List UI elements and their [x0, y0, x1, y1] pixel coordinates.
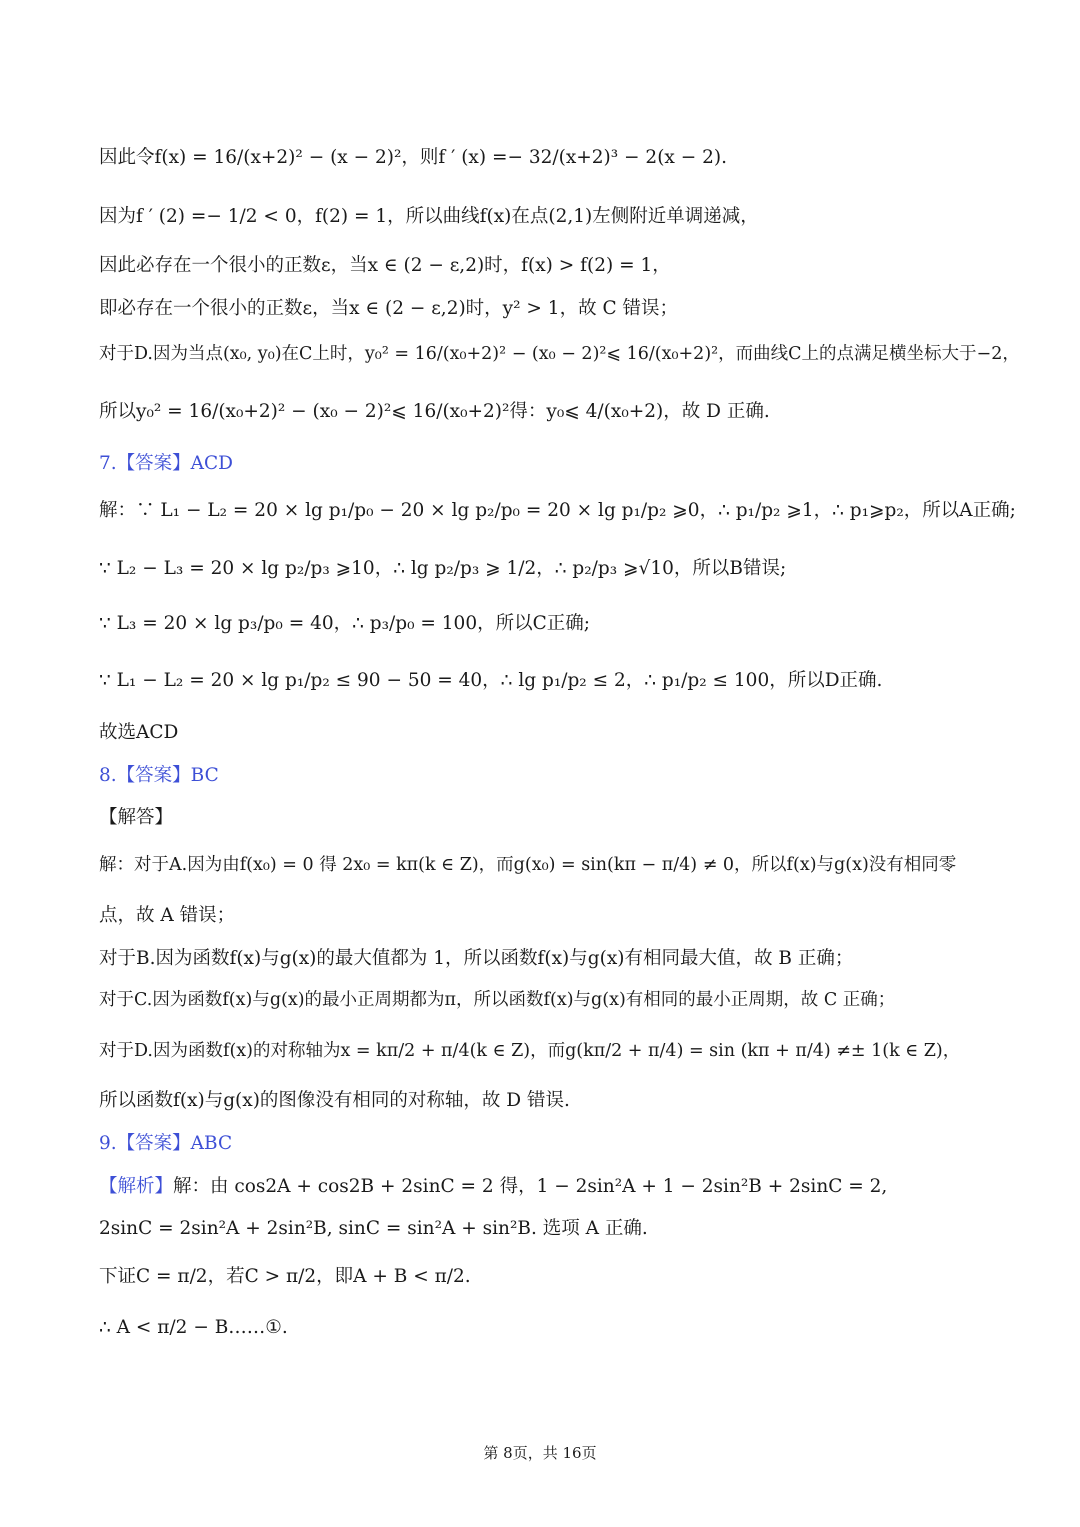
text-line: 因此令f(x) = 16/(x+2)² − (x − 2)²，则f ′ (x) =− 32/(x+2)³ − 2(x − 2).: [99, 147, 727, 168]
text-line: 所以函数f(x)与g(x)的图像没有相同的对称轴，故 D 错误.: [99, 1090, 570, 1111]
analysis-label: 【解析】: [99, 1176, 174, 1197]
text-line: 对于C.因为函数f(x)与g(x)的最小正周期都为π，所以函数f(x)与g(x)有相同的最小正周期，故 C 正确；: [99, 990, 896, 1010]
text-line: 故选ACD: [99, 722, 179, 743]
text-line: ∵ L₃ = 20 × lg p₃/p₀ = 40，∴ p₃/p₀ = 100，所以C正确;: [99, 613, 590, 634]
text-line: 2sinC = 2sin²A + 2sin²B, sinC = sin²A + sin²B. 选项 A 正确.: [99, 1218, 648, 1239]
text-line: 解：∵ L₁ − L₂ = 20 × lg p₁/p₀ − 20 × lg p₂/p₀ = 20 × lg p₁/p₂ ⩾0，∴ p₁/p₂ ⩾1，∴ p₁⩾p₂，所以A正确;: [99, 500, 1016, 521]
page-footer: 第 8页，共 16页: [483, 1444, 597, 1462]
answer-heading: 8.【答案】BC: [99, 765, 219, 786]
text-line: 因此必存在一个很小的正数ε，当x ∈ (2 − ε,2)时，f(x) > f(2) = 1，: [99, 255, 671, 276]
text-line: 因为f ′ (2) =− 1/2 < 0，f(2) = 1，所以曲线f(x)在点(2,1)左侧附近单调递减，: [99, 206, 759, 227]
text-line: 对于D.因为函数f(x)的对称轴为x = kπ/2 + π/4(k ∈ Z)，而g(kπ/2 + π/4) = sin (kπ + π/4) ≠± 1(k ∈ Z)，: [99, 1041, 961, 1061]
answer-heading: 7.【答案】ACD: [99, 453, 233, 474]
text-line: 对于D.因为当点(x₀, y₀)在C上时，y₀² = 16/(x₀+2)² − (x₀ − 2)²⩽ 16/(x₀+2)²，而曲线C上的点满足横坐标大于−2，: [99, 344, 1020, 364]
text-line: ∵ L₁ − L₂ = 20 × lg p₁/p₂ ≤ 90 − 50 = 40，∴ lg p₁/p₂ ≤ 2，∴ p₁/p₂ ≤ 100，所以D正确.: [99, 670, 883, 691]
text-line: 点，故 A 错误；: [99, 905, 236, 926]
text-line: ∵ L₂ − L₃ = 20 × lg p₂/p₃ ⩾10，∴ lg p₂/p₃ ⩾ 1/2，∴ p₂/p₃ ⩾√10，所以B错误;: [99, 558, 787, 579]
text-line: 解：对于A.因为由f(x₀) = 0 得 2x₀ = kπ(k ∈ Z)，而g(x₀) = sin(kπ − π/4) ≠ 0，所以f(x)与g(x)没有相同零: [99, 855, 957, 875]
text-line: 所以y₀² = 16/(x₀+2)² − (x₀ − 2)²⩽ 16/(x₀+2)²得：y₀⩽ 4/(x₀+2)，故 D 正确.: [99, 401, 770, 422]
text-line: 即必存在一个很小的正数ε，当x ∈ (2 − ε,2)时，y² > 1，故 C 错误；: [99, 298, 678, 319]
text-line: ∴ A < π/2 − B……①.: [99, 1317, 288, 1338]
answer-heading: 9.【答案】ABC: [99, 1133, 233, 1154]
section-label: 【解答】: [99, 807, 174, 828]
text-line: [99, 1176, 1020, 1198]
text-span: 解：由 cos2A + cos2B + 2sinC = 2 得，1 − 2sin²A + 1 − 2sin²B + 2sinC = 2,: [173, 1176, 888, 1197]
text-line: 下证C = π/2，若C > π/2，即A + B < π/2.: [99, 1266, 471, 1287]
text-line: 对于B.因为函数f(x)与g(x)的最大值都为 1，所以函数f(x)与g(x)有相同最大值，故 B 正确；: [99, 948, 854, 969]
